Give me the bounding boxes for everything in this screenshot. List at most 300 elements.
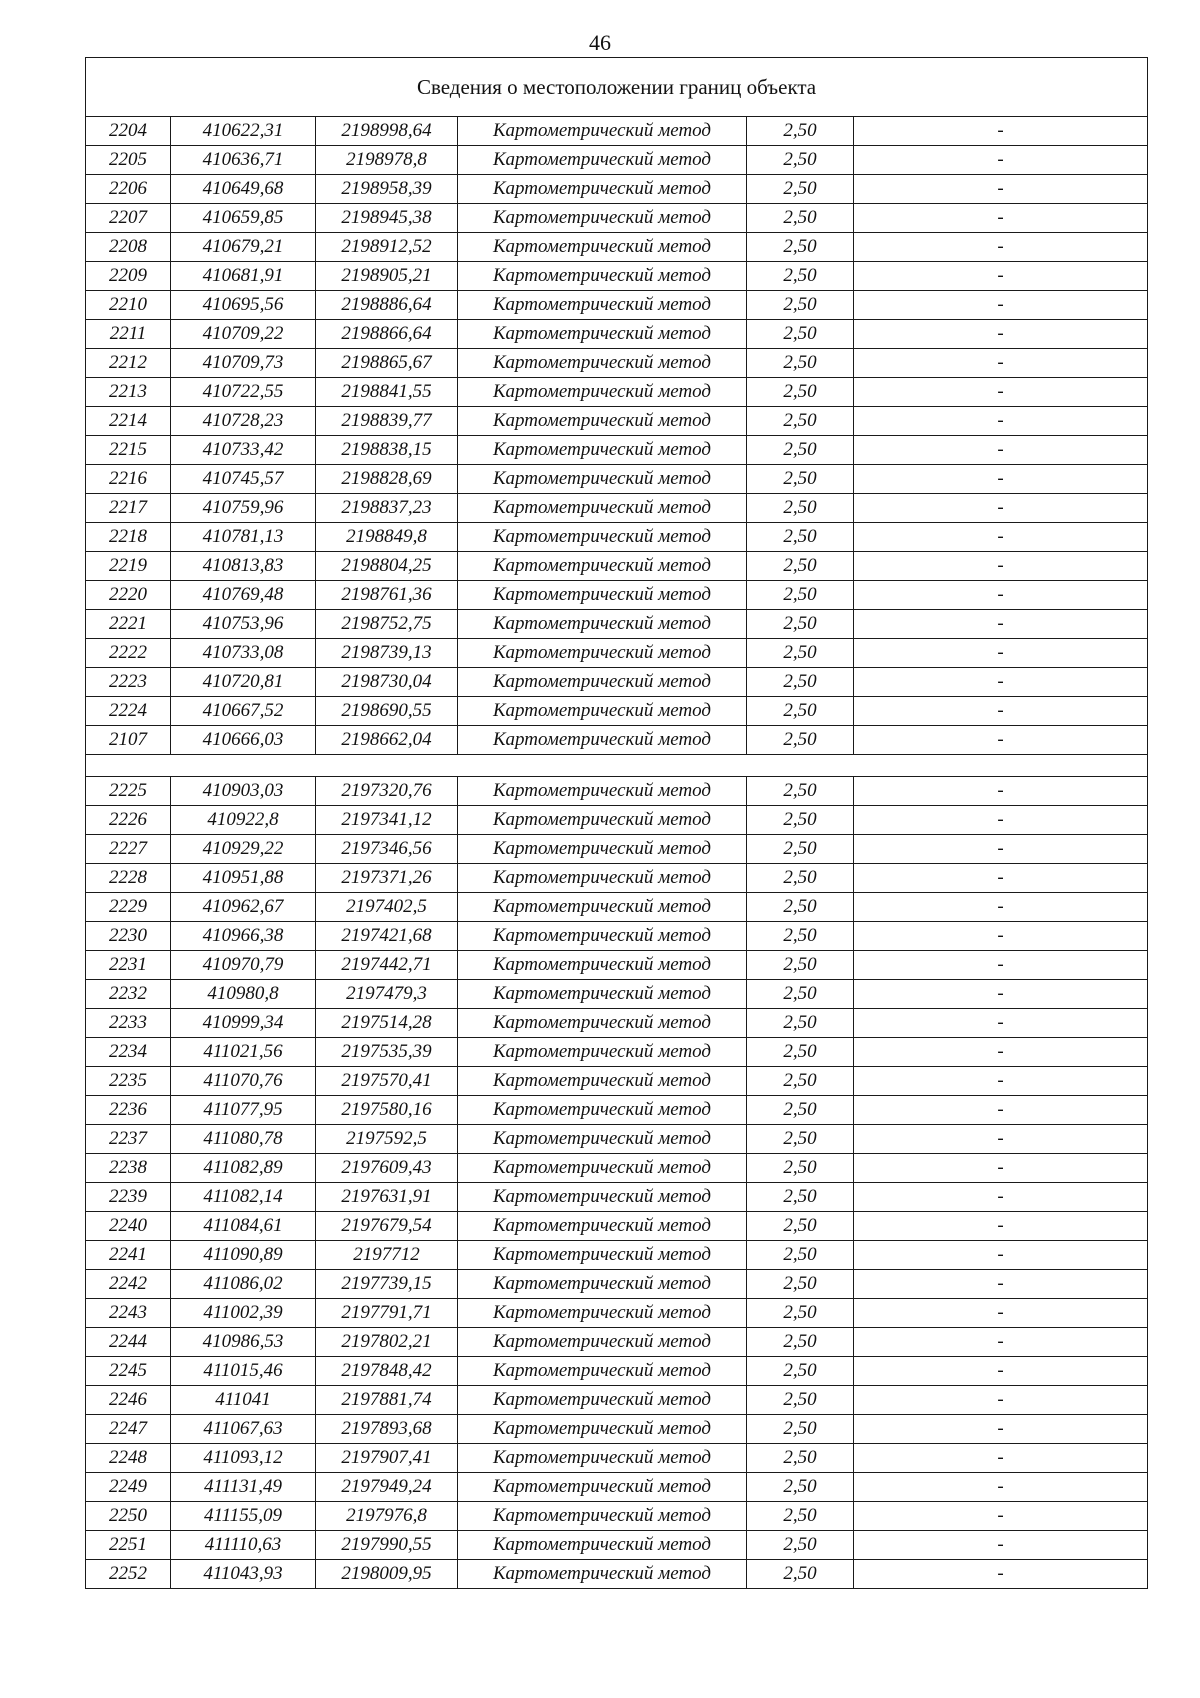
method-cell: Картометрический метод	[458, 262, 747, 291]
description-cell: -	[854, 1357, 1148, 1386]
description-cell: -	[854, 262, 1148, 291]
method-cell: Картометрический метод	[458, 726, 747, 755]
accuracy-cell: 2,50	[747, 777, 854, 806]
y-coordinate-cell: 2198739,13	[316, 639, 458, 668]
table-row	[86, 407, 1148, 436]
description-cell: -	[854, 494, 1148, 523]
table-row	[86, 117, 1148, 146]
description-cell: -	[854, 1502, 1148, 1531]
accuracy-cell: 2,50	[747, 1328, 854, 1357]
y-coordinate-cell: 2197907,41	[316, 1444, 458, 1473]
table-row	[86, 1473, 1148, 1502]
y-coordinate-cell: 2197679,54	[316, 1212, 458, 1241]
accuracy-cell: 2,50	[747, 726, 854, 755]
table-row	[86, 465, 1148, 494]
point-number-cell: 2243	[86, 1299, 171, 1328]
accuracy-cell: 2,50	[747, 835, 854, 864]
x-coordinate-cell: 410720,81	[171, 668, 316, 697]
method-cell: Картометрический метод	[458, 1299, 747, 1328]
description-cell: -	[854, 893, 1148, 922]
x-coordinate-cell: 410903,03	[171, 777, 316, 806]
description-cell: -	[854, 552, 1148, 581]
point-number-cell: 2223	[86, 668, 171, 697]
x-coordinate-cell: 411093,12	[171, 1444, 316, 1473]
x-coordinate-cell: 410679,21	[171, 233, 316, 262]
table-row	[86, 1270, 1148, 1299]
y-coordinate-cell: 2198838,15	[316, 436, 458, 465]
description-cell: -	[854, 610, 1148, 639]
method-cell: Картометрический метод	[458, 465, 747, 494]
point-number-cell: 2250	[86, 1502, 171, 1531]
group-separator-row	[86, 755, 1148, 777]
description-cell: -	[854, 1328, 1148, 1357]
table-row	[86, 1009, 1148, 1038]
point-number-cell: 2231	[86, 951, 171, 980]
point-number-cell: 2220	[86, 581, 171, 610]
y-coordinate-cell: 2197609,43	[316, 1154, 458, 1183]
method-cell: Картометрический метод	[458, 1560, 747, 1589]
y-coordinate-cell: 2198804,25	[316, 552, 458, 581]
description-cell: -	[854, 806, 1148, 835]
table-row	[86, 610, 1148, 639]
method-cell: Картометрический метод	[458, 320, 747, 349]
description-cell: -	[854, 378, 1148, 407]
x-coordinate-cell: 411110,63	[171, 1531, 316, 1560]
x-coordinate-cell: 410722,55	[171, 378, 316, 407]
description-cell: -	[854, 1299, 1148, 1328]
table-row	[86, 233, 1148, 262]
point-number-cell: 2226	[86, 806, 171, 835]
method-cell: Картометрический метод	[458, 1502, 747, 1531]
y-coordinate-cell: 2197570,41	[316, 1067, 458, 1096]
point-number-cell: 2227	[86, 835, 171, 864]
x-coordinate-cell: 410709,22	[171, 320, 316, 349]
x-coordinate-cell: 411070,76	[171, 1067, 316, 1096]
y-coordinate-cell: 2198761,36	[316, 581, 458, 610]
table-row	[86, 980, 1148, 1009]
accuracy-cell: 2,50	[747, 1386, 854, 1415]
y-coordinate-cell: 2197442,71	[316, 951, 458, 980]
description-cell: -	[854, 291, 1148, 320]
table-row	[86, 1415, 1148, 1444]
accuracy-cell: 2,50	[747, 407, 854, 436]
method-cell: Картометрический метод	[458, 980, 747, 1009]
y-coordinate-cell: 2198905,21	[316, 262, 458, 291]
x-coordinate-cell: 411002,39	[171, 1299, 316, 1328]
x-coordinate-cell: 410649,68	[171, 175, 316, 204]
y-coordinate-cell: 2197346,56	[316, 835, 458, 864]
table-row	[86, 1299, 1148, 1328]
x-coordinate-cell: 410728,23	[171, 407, 316, 436]
x-coordinate-cell: 410759,96	[171, 494, 316, 523]
point-number-cell: 2218	[86, 523, 171, 552]
table-row	[86, 1531, 1148, 1560]
y-coordinate-cell: 2198865,67	[316, 349, 458, 378]
point-number-cell: 2212	[86, 349, 171, 378]
method-cell: Картометрический метод	[458, 806, 747, 835]
x-coordinate-cell: 410769,48	[171, 581, 316, 610]
x-coordinate-cell: 411041	[171, 1386, 316, 1415]
table-row	[86, 1038, 1148, 1067]
x-coordinate-cell: 410951,88	[171, 864, 316, 893]
x-coordinate-cell: 410733,42	[171, 436, 316, 465]
description-cell: -	[854, 233, 1148, 262]
x-coordinate-cell: 410966,38	[171, 922, 316, 951]
method-cell: Картометрический метод	[458, 697, 747, 726]
point-number-cell: 2214	[86, 407, 171, 436]
point-number-cell: 2224	[86, 697, 171, 726]
table-row	[86, 1328, 1148, 1357]
table-row	[86, 893, 1148, 922]
accuracy-cell: 2,50	[747, 893, 854, 922]
x-coordinate-cell: 410962,67	[171, 893, 316, 922]
table-row	[86, 1560, 1148, 1589]
accuracy-cell: 2,50	[747, 951, 854, 980]
accuracy-cell: 2,50	[747, 262, 854, 291]
x-coordinate-cell: 410666,03	[171, 726, 316, 755]
y-coordinate-cell: 2198009,95	[316, 1560, 458, 1589]
x-coordinate-cell: 410622,31	[171, 117, 316, 146]
point-number-cell: 2221	[86, 610, 171, 639]
method-cell: Картометрический метод	[458, 117, 747, 146]
table-title: Сведения о местоположении границ объекта	[86, 58, 1148, 117]
x-coordinate-cell: 410929,22	[171, 835, 316, 864]
description-cell: -	[854, 777, 1148, 806]
x-coordinate-cell: 411015,46	[171, 1357, 316, 1386]
y-coordinate-cell: 2197712	[316, 1241, 458, 1270]
point-number-cell: 2230	[86, 922, 171, 951]
method-cell: Картометрический метод	[458, 291, 747, 320]
description-cell: -	[854, 668, 1148, 697]
method-cell: Картометрический метод	[458, 1444, 747, 1473]
method-cell: Картометрический метод	[458, 1212, 747, 1241]
method-cell: Картометрический метод	[458, 523, 747, 552]
x-coordinate-cell: 410659,85	[171, 204, 316, 233]
description-cell: -	[854, 639, 1148, 668]
method-cell: Картометрический метод	[458, 349, 747, 378]
table-row	[86, 1357, 1148, 1386]
point-number-cell: 2235	[86, 1067, 171, 1096]
x-coordinate-cell: 410636,71	[171, 146, 316, 175]
x-coordinate-cell: 411021,56	[171, 1038, 316, 1067]
method-cell: Картометрический метод	[458, 864, 747, 893]
point-number-cell: 2216	[86, 465, 171, 494]
accuracy-cell: 2,50	[747, 146, 854, 175]
description-cell: -	[854, 146, 1148, 175]
x-coordinate-cell: 410733,08	[171, 639, 316, 668]
method-cell: Картометрический метод	[458, 835, 747, 864]
accuracy-cell: 2,50	[747, 175, 854, 204]
description-cell: -	[854, 407, 1148, 436]
x-coordinate-cell: 410667,52	[171, 697, 316, 726]
method-cell: Картометрический метод	[458, 610, 747, 639]
x-coordinate-cell: 410709,73	[171, 349, 316, 378]
x-coordinate-cell: 410986,53	[171, 1328, 316, 1357]
method-cell: Картометрический метод	[458, 1473, 747, 1502]
table-row	[86, 1212, 1148, 1241]
table-row	[86, 1067, 1148, 1096]
table-row	[86, 262, 1148, 291]
x-coordinate-cell: 411080,78	[171, 1125, 316, 1154]
table-row	[86, 552, 1148, 581]
y-coordinate-cell: 2198958,39	[316, 175, 458, 204]
y-coordinate-cell: 2198662,04	[316, 726, 458, 755]
y-coordinate-cell: 2197881,74	[316, 1386, 458, 1415]
accuracy-cell: 2,50	[747, 1357, 854, 1386]
accuracy-cell: 2,50	[747, 864, 854, 893]
y-coordinate-cell: 2197802,21	[316, 1328, 458, 1357]
accuracy-cell: 2,50	[747, 494, 854, 523]
page-number: 46	[589, 30, 611, 55]
description-cell: -	[854, 1241, 1148, 1270]
accuracy-cell: 2,50	[747, 1009, 854, 1038]
method-cell: Картометрический метод	[458, 436, 747, 465]
method-cell: Картометрический метод	[458, 1357, 747, 1386]
table-row	[86, 291, 1148, 320]
description-cell: -	[854, 581, 1148, 610]
method-cell: Картометрический метод	[458, 1270, 747, 1299]
accuracy-cell: 2,50	[747, 1270, 854, 1299]
x-coordinate-cell: 410813,83	[171, 552, 316, 581]
x-coordinate-cell: 410695,56	[171, 291, 316, 320]
accuracy-cell: 2,50	[747, 552, 854, 581]
point-number-cell: 2219	[86, 552, 171, 581]
x-coordinate-cell: 411155,09	[171, 1502, 316, 1531]
description-cell: -	[854, 1096, 1148, 1125]
description-cell: -	[854, 864, 1148, 893]
table-row	[86, 204, 1148, 233]
table-row	[86, 668, 1148, 697]
table-row	[86, 320, 1148, 349]
description-cell: -	[854, 1473, 1148, 1502]
point-number-cell: 2209	[86, 262, 171, 291]
y-coordinate-cell: 2197320,76	[316, 777, 458, 806]
accuracy-cell: 2,50	[747, 1038, 854, 1067]
description-cell: -	[854, 835, 1148, 864]
method-cell: Картометрический метод	[458, 378, 747, 407]
point-number-cell: 2242	[86, 1270, 171, 1299]
accuracy-cell: 2,50	[747, 378, 854, 407]
description-cell: -	[854, 1531, 1148, 1560]
table-row	[86, 1502, 1148, 1531]
method-cell: Картометрический метод	[458, 668, 747, 697]
description-cell: -	[854, 436, 1148, 465]
point-number-cell: 2208	[86, 233, 171, 262]
point-number-cell: 2206	[86, 175, 171, 204]
method-cell: Картометрический метод	[458, 951, 747, 980]
table-row	[86, 1241, 1148, 1270]
y-coordinate-cell: 2197421,68	[316, 922, 458, 951]
y-coordinate-cell: 2198912,52	[316, 233, 458, 262]
point-number-cell: 2204	[86, 117, 171, 146]
accuracy-cell: 2,50	[747, 668, 854, 697]
accuracy-cell: 2,50	[747, 349, 854, 378]
accuracy-cell: 2,50	[747, 1299, 854, 1328]
y-coordinate-cell: 2197341,12	[316, 806, 458, 835]
table-row	[86, 1183, 1148, 1212]
accuracy-cell: 2,50	[747, 1183, 854, 1212]
method-cell: Картометрический метод	[458, 893, 747, 922]
method-cell: Картометрический метод	[458, 1531, 747, 1560]
y-coordinate-cell: 2198841,55	[316, 378, 458, 407]
table-row	[86, 726, 1148, 755]
y-coordinate-cell: 2197739,15	[316, 1270, 458, 1299]
accuracy-cell: 2,50	[747, 980, 854, 1009]
method-cell: Картометрический метод	[458, 1125, 747, 1154]
accuracy-cell: 2,50	[747, 233, 854, 262]
method-cell: Картометрический метод	[458, 1038, 747, 1067]
table-row	[86, 436, 1148, 465]
table-row	[86, 1154, 1148, 1183]
y-coordinate-cell: 2197848,42	[316, 1357, 458, 1386]
description-cell: -	[854, 320, 1148, 349]
point-number-cell: 2217	[86, 494, 171, 523]
accuracy-cell: 2,50	[747, 1473, 854, 1502]
y-coordinate-cell: 2198849,8	[316, 523, 458, 552]
accuracy-cell: 2,50	[747, 1125, 854, 1154]
table-row	[86, 922, 1148, 951]
y-coordinate-cell: 2197479,3	[316, 980, 458, 1009]
accuracy-cell: 2,50	[747, 922, 854, 951]
method-cell: Картометрический метод	[458, 1415, 747, 1444]
y-coordinate-cell: 2198730,04	[316, 668, 458, 697]
y-coordinate-cell: 2198886,64	[316, 291, 458, 320]
accuracy-cell: 2,50	[747, 117, 854, 146]
point-number-cell: 2251	[86, 1531, 171, 1560]
point-number-cell: 2240	[86, 1212, 171, 1241]
description-cell: -	[854, 726, 1148, 755]
method-cell: Картометрический метод	[458, 1241, 747, 1270]
point-number-cell: 2245	[86, 1357, 171, 1386]
y-coordinate-cell: 2197631,91	[316, 1183, 458, 1212]
point-number-cell: 2207	[86, 204, 171, 233]
table-row	[86, 697, 1148, 726]
x-coordinate-cell: 411084,61	[171, 1212, 316, 1241]
point-number-cell: 2107	[86, 726, 171, 755]
description-cell: -	[854, 1386, 1148, 1415]
description-cell: -	[854, 1415, 1148, 1444]
point-number-cell: 2228	[86, 864, 171, 893]
y-coordinate-cell: 2197371,26	[316, 864, 458, 893]
description-cell: -	[854, 523, 1148, 552]
table-row	[86, 494, 1148, 523]
point-number-cell: 2248	[86, 1444, 171, 1473]
description-cell: -	[854, 697, 1148, 726]
point-number-cell: 2239	[86, 1183, 171, 1212]
accuracy-cell: 2,50	[747, 291, 854, 320]
y-coordinate-cell: 2197580,16	[316, 1096, 458, 1125]
table-row	[86, 378, 1148, 407]
point-number-cell: 2249	[86, 1473, 171, 1502]
description-cell: -	[854, 1444, 1148, 1473]
method-cell: Картометрический метод	[458, 1096, 747, 1125]
point-number-cell: 2211	[86, 320, 171, 349]
description-cell: -	[854, 1183, 1148, 1212]
x-coordinate-cell: 411090,89	[171, 1241, 316, 1270]
method-cell: Картометрический метод	[458, 922, 747, 951]
table-row	[86, 864, 1148, 893]
accuracy-cell: 2,50	[747, 523, 854, 552]
method-cell: Картометрический метод	[458, 1328, 747, 1357]
method-cell: Картометрический метод	[458, 1183, 747, 1212]
accuracy-cell: 2,50	[747, 697, 854, 726]
accuracy-cell: 2,50	[747, 465, 854, 494]
y-coordinate-cell: 2197949,24	[316, 1473, 458, 1502]
point-number-cell: 2210	[86, 291, 171, 320]
accuracy-cell: 2,50	[747, 1067, 854, 1096]
accuracy-cell: 2,50	[747, 1154, 854, 1183]
accuracy-cell: 2,50	[747, 1096, 854, 1125]
description-cell: -	[854, 117, 1148, 146]
boundary-coordinates-table	[85, 57, 1148, 1589]
y-coordinate-cell: 2198978,8	[316, 146, 458, 175]
accuracy-cell: 2,50	[747, 581, 854, 610]
y-coordinate-cell: 2198998,64	[316, 117, 458, 146]
description-cell: -	[854, 349, 1148, 378]
x-coordinate-cell: 411131,49	[171, 1473, 316, 1502]
method-cell: Картометрический метод	[458, 407, 747, 436]
accuracy-cell: 2,50	[747, 806, 854, 835]
accuracy-cell: 2,50	[747, 436, 854, 465]
method-cell: Картометрический метод	[458, 639, 747, 668]
point-number-cell: 2205	[86, 146, 171, 175]
accuracy-cell: 2,50	[747, 639, 854, 668]
description-cell: -	[854, 922, 1148, 951]
point-number-cell: 2241	[86, 1241, 171, 1270]
accuracy-cell: 2,50	[747, 1502, 854, 1531]
description-cell: -	[854, 1212, 1148, 1241]
group-separator-cell	[86, 755, 1148, 777]
y-coordinate-cell: 2198839,77	[316, 407, 458, 436]
table-row	[86, 777, 1148, 806]
table-row	[86, 1096, 1148, 1125]
point-number-cell: 2233	[86, 1009, 171, 1038]
x-coordinate-cell: 410922,8	[171, 806, 316, 835]
description-cell: -	[854, 1560, 1148, 1589]
table-body	[86, 117, 1148, 1589]
point-number-cell: 2222	[86, 639, 171, 668]
table-row	[86, 951, 1148, 980]
x-coordinate-cell: 411082,89	[171, 1154, 316, 1183]
point-number-cell: 2237	[86, 1125, 171, 1154]
accuracy-cell: 2,50	[747, 1444, 854, 1473]
table-row	[86, 523, 1148, 552]
method-cell: Картометрический метод	[458, 552, 747, 581]
point-number-cell: 2225	[86, 777, 171, 806]
accuracy-cell: 2,50	[747, 1560, 854, 1589]
x-coordinate-cell: 411067,63	[171, 1415, 316, 1444]
y-coordinate-cell: 2197514,28	[316, 1009, 458, 1038]
description-cell: -	[854, 204, 1148, 233]
method-cell: Картометрический метод	[458, 175, 747, 204]
y-coordinate-cell: 2197976,8	[316, 1502, 458, 1531]
x-coordinate-cell: 410781,13	[171, 523, 316, 552]
method-cell: Картометрический метод	[458, 233, 747, 262]
accuracy-cell: 2,50	[747, 610, 854, 639]
y-coordinate-cell: 2197592,5	[316, 1125, 458, 1154]
point-number-cell: 2213	[86, 378, 171, 407]
table-row	[86, 1386, 1148, 1415]
point-number-cell: 2252	[86, 1560, 171, 1589]
accuracy-cell: 2,50	[747, 1212, 854, 1241]
method-cell: Картометрический метод	[458, 146, 747, 175]
y-coordinate-cell: 2198945,38	[316, 204, 458, 233]
table-title-row	[86, 58, 1148, 117]
table-row	[86, 349, 1148, 378]
accuracy-cell: 2,50	[747, 204, 854, 233]
method-cell: Картометрический метод	[458, 581, 747, 610]
y-coordinate-cell: 2198837,23	[316, 494, 458, 523]
